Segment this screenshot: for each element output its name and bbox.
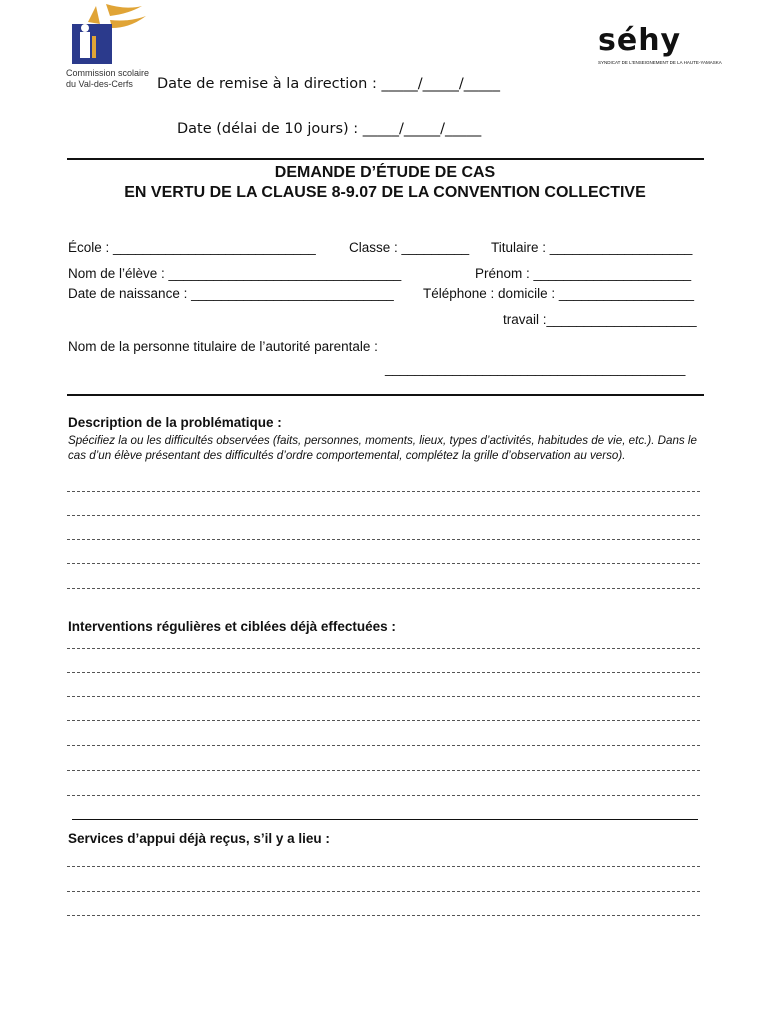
interventions-line[interactable]: [67, 672, 700, 673]
prenom-field[interactable]: Prénom : _____________________: [475, 266, 692, 281]
date-remise-line: Date de remise à la direction : _____/_____/_____: [157, 76, 500, 92]
interventions-line[interactable]: [67, 745, 700, 746]
autorite-parentale-field[interactable]: ________________________________________: [385, 361, 686, 376]
interventions-line[interactable]: [67, 770, 700, 771]
description-hint: Spécifiez la ou les difficultés observées (faits, personnes, moments, lieux, types d’activités, habitudes de vie, etc.). Dans le cas d’un élève présentant des difficultés d’ordre comportemental, complétez la grille d’observation au verso).: [68, 434, 697, 462]
logo-caption: Commission scolaire du Val-des-Cerfs: [66, 68, 150, 89]
description-line[interactable]: [67, 515, 700, 516]
interventions-line[interactable]: [67, 696, 700, 697]
description-line[interactable]: [67, 539, 700, 540]
description-line[interactable]: [67, 491, 700, 492]
interventions-title: Interventions régulières et ciblées déjà effectuées :: [68, 619, 396, 634]
telephone-domicile-field[interactable]: Téléphone : domicile : __________________: [423, 286, 694, 301]
section-rule: [67, 394, 704, 396]
classe-field[interactable]: Classe : _________: [349, 240, 470, 255]
date-naissance-field[interactable]: Date de naissance : ___________________________: [68, 286, 394, 301]
interventions-line[interactable]: [67, 795, 700, 796]
interventions-line-solid[interactable]: [72, 819, 698, 820]
ecole-field[interactable]: École : ___________________________: [68, 240, 316, 255]
logo-emblem-icon: [66, 2, 150, 68]
sehy-logo: [598, 23, 722, 72]
interventions-line[interactable]: [67, 648, 700, 649]
telephone-travail-field[interactable]: travail :____________________: [503, 312, 697, 327]
services-line[interactable]: [67, 915, 700, 916]
sehy-wordmark: séhy: [598, 23, 682, 58]
form-title-line1: DEMANDE D’ÉTUDE DE CAS: [274, 164, 496, 181]
interventions-line[interactable]: [67, 720, 700, 721]
description-line[interactable]: [67, 588, 700, 589]
top-rule: [67, 158, 704, 160]
titulaire-field[interactable]: Titulaire : ___________________: [491, 240, 693, 255]
services-line[interactable]: [67, 866, 700, 867]
description-line[interactable]: [67, 563, 700, 564]
date-delai-line: Date (délai de 10 jours) : _____/_____/_____: [177, 121, 482, 137]
services-title: Services d’appui déjà reçus, s’il y a lieu :: [68, 831, 330, 846]
autorite-parentale-label: Nom de la personne titulaire de l’autorité parentale :: [68, 339, 378, 354]
description-title: Description de la problématique :: [68, 415, 282, 430]
services-line[interactable]: [67, 891, 700, 892]
nom-eleve-field[interactable]: Nom de l’élève : _______________________________: [68, 266, 402, 281]
form-title-line2: EN VERTU DE LA CLAUSE 8-9.07 DE LA CONVENTION COLLECTIVE: [124, 184, 646, 201]
sehy-caption: SYNDICAT DE L'ENSEIGNEMENT DE LA HAUTE-YAMASKA: [598, 60, 722, 65]
